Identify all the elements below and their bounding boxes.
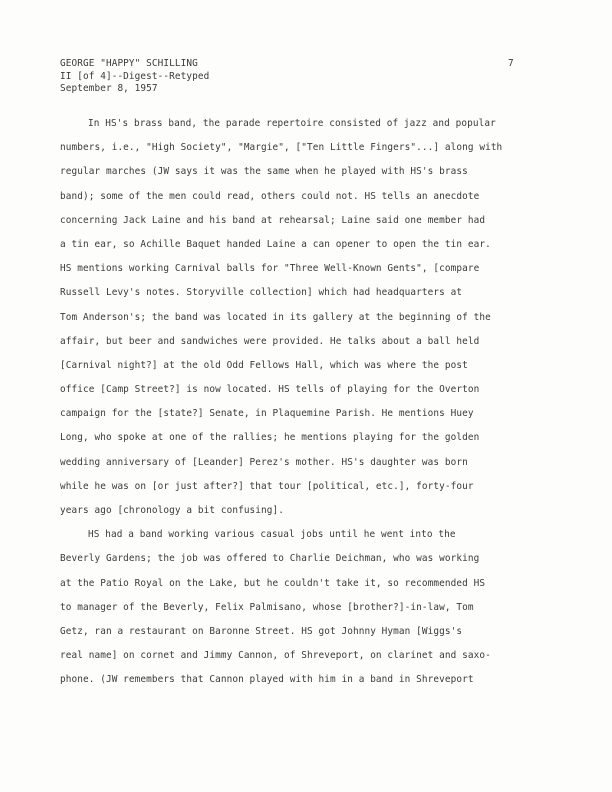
text-line: In HS's brass band, the parade repertoire consisted of jazz and popular: [88, 118, 496, 129]
text-line: affair, but beer and sandwiches were provided. He talks about a ball held: [60, 335, 480, 347]
text-line: years ago [chronology a bit confusing].: [60, 505, 285, 516]
text-line: HS mentions working Carnival balls for "Three Well-Known Gents", [compare: [60, 263, 480, 275]
page-number: 7: [508, 58, 514, 69]
text-line: numbers, i.e., "High Society", "Margie", ["Ten Little Fingers"...] along with: [60, 142, 503, 154]
text-line: campaign for the [state?] Senate, in Plaquemine Parish. He mentions Huey: [60, 408, 474, 420]
text-line: band); some of the men could read, others could not. HS tells an anecdote: [60, 190, 480, 202]
text-line: while he was on [or just after?] that tour [political, etc.], forty-four: [60, 480, 474, 492]
text-line: a tin ear, so Achille Baquet handed Laine a can opener to open the tin ear.: [60, 238, 491, 250]
text-line: real name] on cornet and Jimmy Cannon, of Shreveport, on clarinet and saxo-: [60, 650, 491, 662]
text-line: Beverly Gardens; the job was offered to Charlie Deichman, who was working: [60, 553, 480, 565]
text-line: Tom Anderson's; the band was located in its gallery at the beginning of the: [60, 311, 491, 323]
header-series: II [of 4]--Digest--Retyped: [60, 70, 210, 82]
text-line: phone. (JW remembers that Cannon played with him in a band in Shreveport: [60, 674, 474, 686]
text-line: Getz, ran a restaurant on Baronne Street. HS got Johnny Hyman [Wiggs's: [60, 625, 463, 637]
body-text: [60, 118, 560, 699]
text-line: at the Patio Royal on the Lake, but he couldn't take it, so recommended HS: [60, 577, 486, 589]
text-line: regular marches (JW says it was the same when he played with HS's brass: [60, 166, 468, 178]
text-line: [Carnival night?] at the old Odd Fellows Hall, which was where the post: [60, 359, 468, 371]
text-line: HS had a band working various casual jobs until he went into the: [88, 529, 456, 541]
text-line: Long, who spoke at one of the rallies; he mentions playing for the golden: [60, 432, 480, 444]
document-header: [60, 58, 209, 96]
text-line: Russell Levy's notes. Storyville collection] which had headquarters at: [60, 287, 463, 299]
text-line: concerning Jack Laine and his band at rehearsal; Laine said one member had: [60, 214, 486, 226]
text-line: office [Camp Street?] is now located. HS tells of playing for the Overton: [60, 384, 480, 396]
header-name: GEORGE "HAPPY" SCHILLING: [60, 58, 198, 69]
header-date: September 8, 1957: [60, 83, 158, 94]
text-line: wedding anniversary of [Leander] Perez's mother. HS's daughter was born: [60, 456, 468, 468]
text-line: to manager of the Beverly, Felix Palmisano, whose [brother?]-in-law, Tom: [60, 601, 474, 613]
